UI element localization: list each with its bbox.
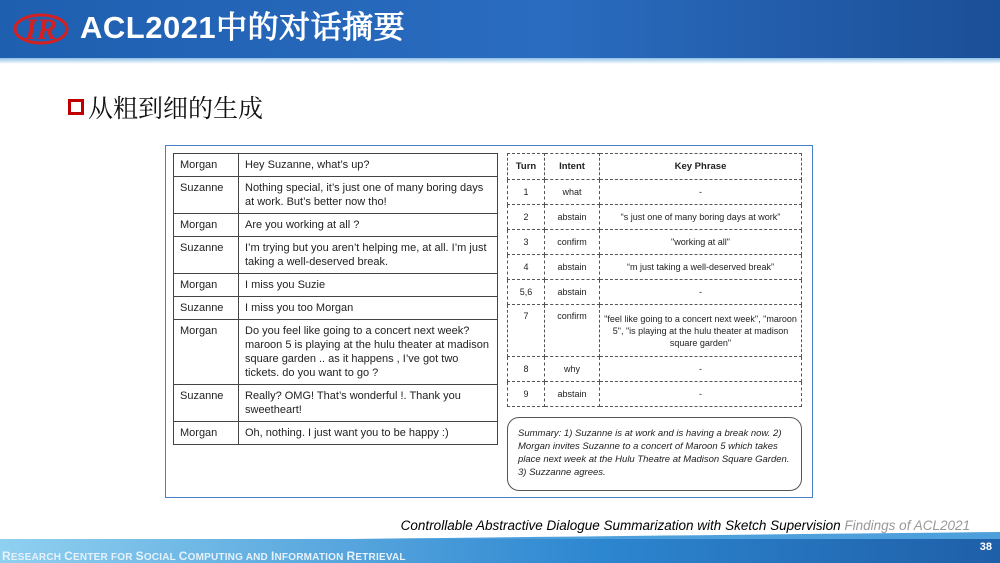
dialogue-row: [174, 274, 498, 297]
utterance-cell: Really? OMG! That’s wonderful !. Thank you sweetheart!: [239, 385, 498, 422]
key-phrase-cell: "feel like going to a concert next week", "maroon 5", "is playing at the hulu theater at madison square garden": [600, 305, 802, 357]
intent-row: [508, 230, 802, 255]
key-phrase-cell: -: [600, 180, 802, 205]
speaker-cell: Morgan: [174, 154, 239, 177]
utterance-cell: Hey Suzanne, what’s up?: [239, 154, 498, 177]
intent-row: [508, 382, 802, 407]
intent-row: [508, 180, 802, 205]
intent-row: [508, 305, 802, 357]
speaker-cell: Morgan: [174, 320, 239, 385]
section-heading-text: 从粗到细的生成: [88, 94, 264, 123]
square-bullet-icon: [68, 99, 84, 115]
speaker-cell: Morgan: [174, 274, 239, 297]
footer-org-name: RESEARCH CENTER FOR SOCIAL COMPUTING AND INFORMATION RETRIEVAL: [2, 549, 406, 563]
utterance-cell: Are you working at all ?: [239, 214, 498, 237]
intent-cell: why: [545, 357, 600, 382]
intent-row: [508, 255, 802, 280]
speaker-cell: Suzanne: [174, 177, 239, 214]
intent-cell: abstain: [545, 255, 600, 280]
speaker-cell: Suzanne: [174, 237, 239, 274]
dialogue-row: [174, 237, 498, 274]
summary-box: Summary: 1) Suzanne is at work and is having a break now. 2) Morgan invites Suzanne to a concert of Maroon 5 which takes place next week at the Hulu Theatre at Madison Square Garden. 3) Suzzanne agrees.: [507, 417, 802, 491]
intent-row: [508, 357, 802, 382]
dialogue-row: [174, 320, 498, 385]
key-phrase-cell: “m just taking a well-deserved break”: [600, 255, 802, 280]
speaker-cell: Morgan: [174, 422, 239, 445]
dialogue-row: [174, 177, 498, 214]
speaker-cell: Suzanne: [174, 385, 239, 422]
intent-cell: what: [545, 180, 600, 205]
dialogue-row: [174, 385, 498, 422]
speaker-cell: Morgan: [174, 214, 239, 237]
intent-header-row: [508, 154, 802, 180]
dialogue-row: [174, 154, 498, 177]
turn-cell: 7: [508, 305, 545, 357]
key-phrase-cell: -: [600, 357, 802, 382]
turn-cell: 1: [508, 180, 545, 205]
turn-cell: 8: [508, 357, 545, 382]
key-phrase-cell: -: [600, 382, 802, 407]
intent-cell: abstain: [545, 280, 600, 305]
utterance-cell: I miss you too Morgan: [239, 297, 498, 320]
key-phrase-header: Key Phrase: [600, 154, 802, 180]
intent-row: [508, 205, 802, 230]
intent-table: [507, 153, 802, 407]
intent-cell: confirm: [545, 230, 600, 255]
dialogue-row: [174, 297, 498, 320]
header-bar: [0, 0, 1000, 58]
speaker-cell: Suzanne: [174, 297, 239, 320]
intent-cell: confirm: [545, 305, 600, 357]
svg-text:IR: IR: [25, 13, 57, 46]
dialogue-row: [174, 214, 498, 237]
turn-header: Turn: [508, 154, 545, 180]
paper-title: Controllable Abstractive Dialogue Summarization with Sketch Supervision: [400, 518, 841, 533]
dialogue-table: [173, 153, 498, 445]
header-divider: [0, 58, 1000, 64]
intent-cell: abstain: [545, 382, 600, 407]
utterance-cell: I’m trying but you aren’t helping me, at all. I’m just taking a well-deserved break.: [239, 237, 498, 274]
turn-cell: 9: [508, 382, 545, 407]
dialogue-row: [174, 422, 498, 445]
turn-cell: 5,6: [508, 280, 545, 305]
utterance-cell: Oh, nothing. I just want you to be happy :): [239, 422, 498, 445]
utterance-cell: I miss you Suzie: [239, 274, 498, 297]
key-phrase-cell: “s just one of many boring days at work”: [600, 205, 802, 230]
intent-row: [508, 280, 802, 305]
key-phrase-cell: -: [600, 280, 802, 305]
key-phrase-cell: "working at all": [600, 230, 802, 255]
utterance-cell: Nothing special, it’s just one of many boring days at work. But’s better now tho!: [239, 177, 498, 214]
ir-logo-icon: [12, 8, 70, 50]
utterance-cell: Do you feel like going to a concert next week? maroon 5 is playing at the hulu theater at madison square garden .. as it happens , I’ve got two tickets. do you want to go ?: [239, 320, 498, 385]
section-heading: [68, 90, 263, 124]
turn-cell: 4: [508, 255, 545, 280]
turn-cell: 2: [508, 205, 545, 230]
page-number: 38: [979, 541, 992, 553]
turn-cell: 3: [508, 230, 545, 255]
intent-header: Intent: [545, 154, 600, 180]
intent-cell: abstain: [545, 205, 600, 230]
page-title: ACL2021中的对话摘要: [80, 10, 406, 45]
paper-venue: Findings of ACL2021: [844, 518, 970, 533]
